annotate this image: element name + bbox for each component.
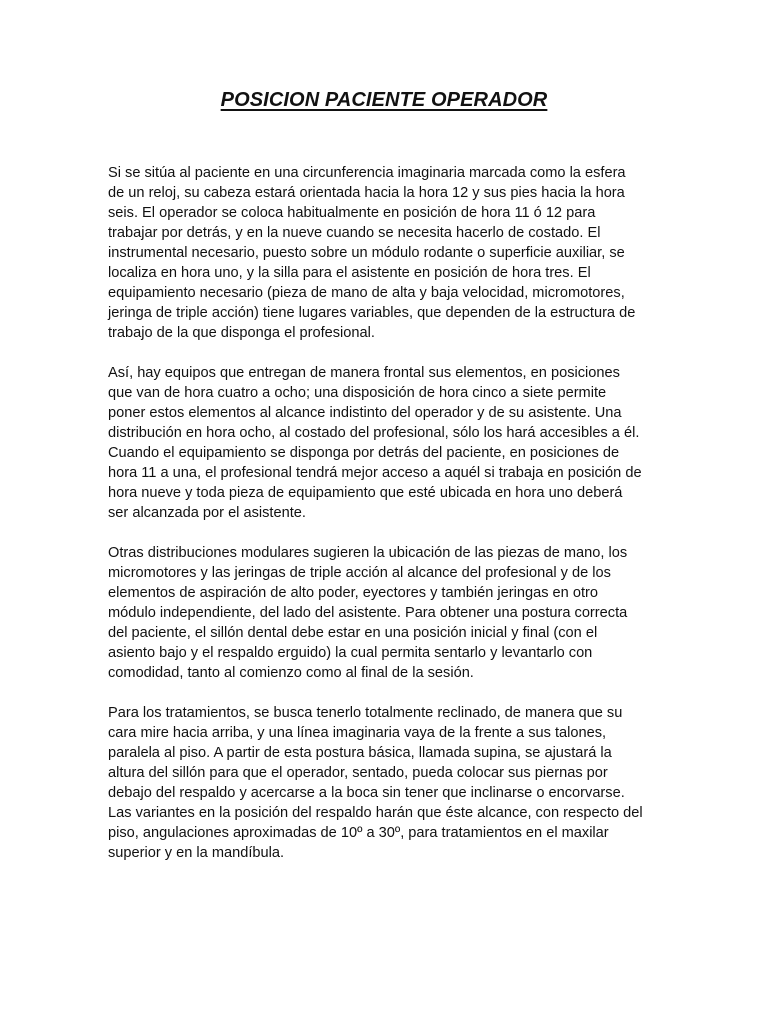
text-line: de un reloj, su cabeza estará orientada hacia la hora 12 y sus pies hacia la hora [108, 185, 625, 201]
text-line: Las variantes en la posición del respaldo harán que éste alcance, con respecto del [108, 805, 643, 821]
text-line: debajo del respaldo y acercarse a la boca sin tener que inclinarse o encorvarse. [108, 785, 625, 801]
text-line: elementos de aspiración de alto poder, eyectores y también jeringas en otro [108, 585, 598, 601]
text-line: Cuando el equipamiento se disponga por detrás del paciente, en posiciones de [108, 445, 620, 461]
text-line: asiento bajo y el respaldo erguido) la cual permita sentarlo y levantarlo con [108, 645, 593, 661]
text-line: distribución en hora ocho, al costado del profesional, sólo los hará accesibles a él. [108, 425, 640, 441]
text-line: trabajar por detrás, y en la nueve cuando se necesita hacerlo de costado. El [108, 225, 601, 241]
text-line: Otras distribuciones modulares sugieren la ubicación de las piezas de mano, los [108, 545, 628, 561]
text-line: del paciente, el sillón dental debe estar en una posición inicial y final (con el [108, 625, 598, 641]
text-line: poner estos elementos al alcance indistinto del operador y de su asistente. Una [108, 405, 622, 421]
text-line: trabajo de la que disponga el profesional. [108, 325, 375, 341]
text-line: Así, hay equipos que entregan de manera frontal sus elementos, en posiciones [108, 365, 620, 381]
text-line: seis. El operador se coloca habitualmente en posición de hora 11 ó 12 para [108, 205, 596, 221]
text-line: comodidad, tanto al comienzo como al final de la sesión. [108, 665, 474, 681]
text-line: Para los tratamientos, se busca tenerlo totalmente reclinado, de manera que su [108, 705, 623, 721]
text-line: localiza en hora uno, y la silla para el asistente en posición de hora tres. El [108, 265, 591, 281]
document-body [108, 163, 668, 883]
text-line: paralela al piso. A partir de esta postura básica, llamada supina, se ajustará la [108, 745, 612, 761]
text-line: jeringa de triple acción) tiene lugares variables, que dependen de la estructura de [108, 305, 636, 321]
text-line: módulo independiente, del lado del asistente. Para obtener una postura correcta [108, 605, 628, 621]
text-line: hora 11 a una, el profesional tendrá mejor acceso a aquél si trabaja en posición de [108, 465, 642, 481]
text-line: que van de hora cuatro a ocho; una disposición de hora cinco a siete permite [108, 385, 607, 401]
paragraph-1 [108, 163, 668, 343]
paragraph-4 [108, 703, 668, 863]
text-line: piso, angulaciones aproximadas de 10º a 30º, para tratamientos en el maxilar [108, 825, 609, 841]
text-line: Si se sitúa al paciente en una circunferencia imaginaria marcada como la esfera [108, 165, 626, 181]
text-line: ser alcanzada por el asistente. [108, 505, 306, 521]
page-title: POSICION PACIENTE OPERADOR [220, 89, 548, 111]
text-line: equipamiento necesario (pieza de mano de alta y baja velocidad, micromotores, [108, 285, 625, 301]
text-line: cara mire hacia arriba, y una línea imaginaria vaya de la frente a sus talones, [108, 725, 607, 741]
text-line: instrumental necesario, puesto sobre un módulo rodante o superficie auxiliar, se [108, 245, 625, 261]
paragraph-2 [108, 363, 668, 523]
paragraph-3 [108, 543, 668, 683]
text-line: micromotores y las jeringas de triple acción al alcance del profesional y de los [108, 565, 611, 581]
text-line: hora nueve y toda pieza de equipamiento que esté ubicada en hora uno deberá [108, 485, 623, 501]
text-line: altura del sillón para que el operador, sentado, pueda colocar sus piernas por [108, 765, 608, 781]
text-line: superior y en la mandíbula. [108, 845, 285, 861]
